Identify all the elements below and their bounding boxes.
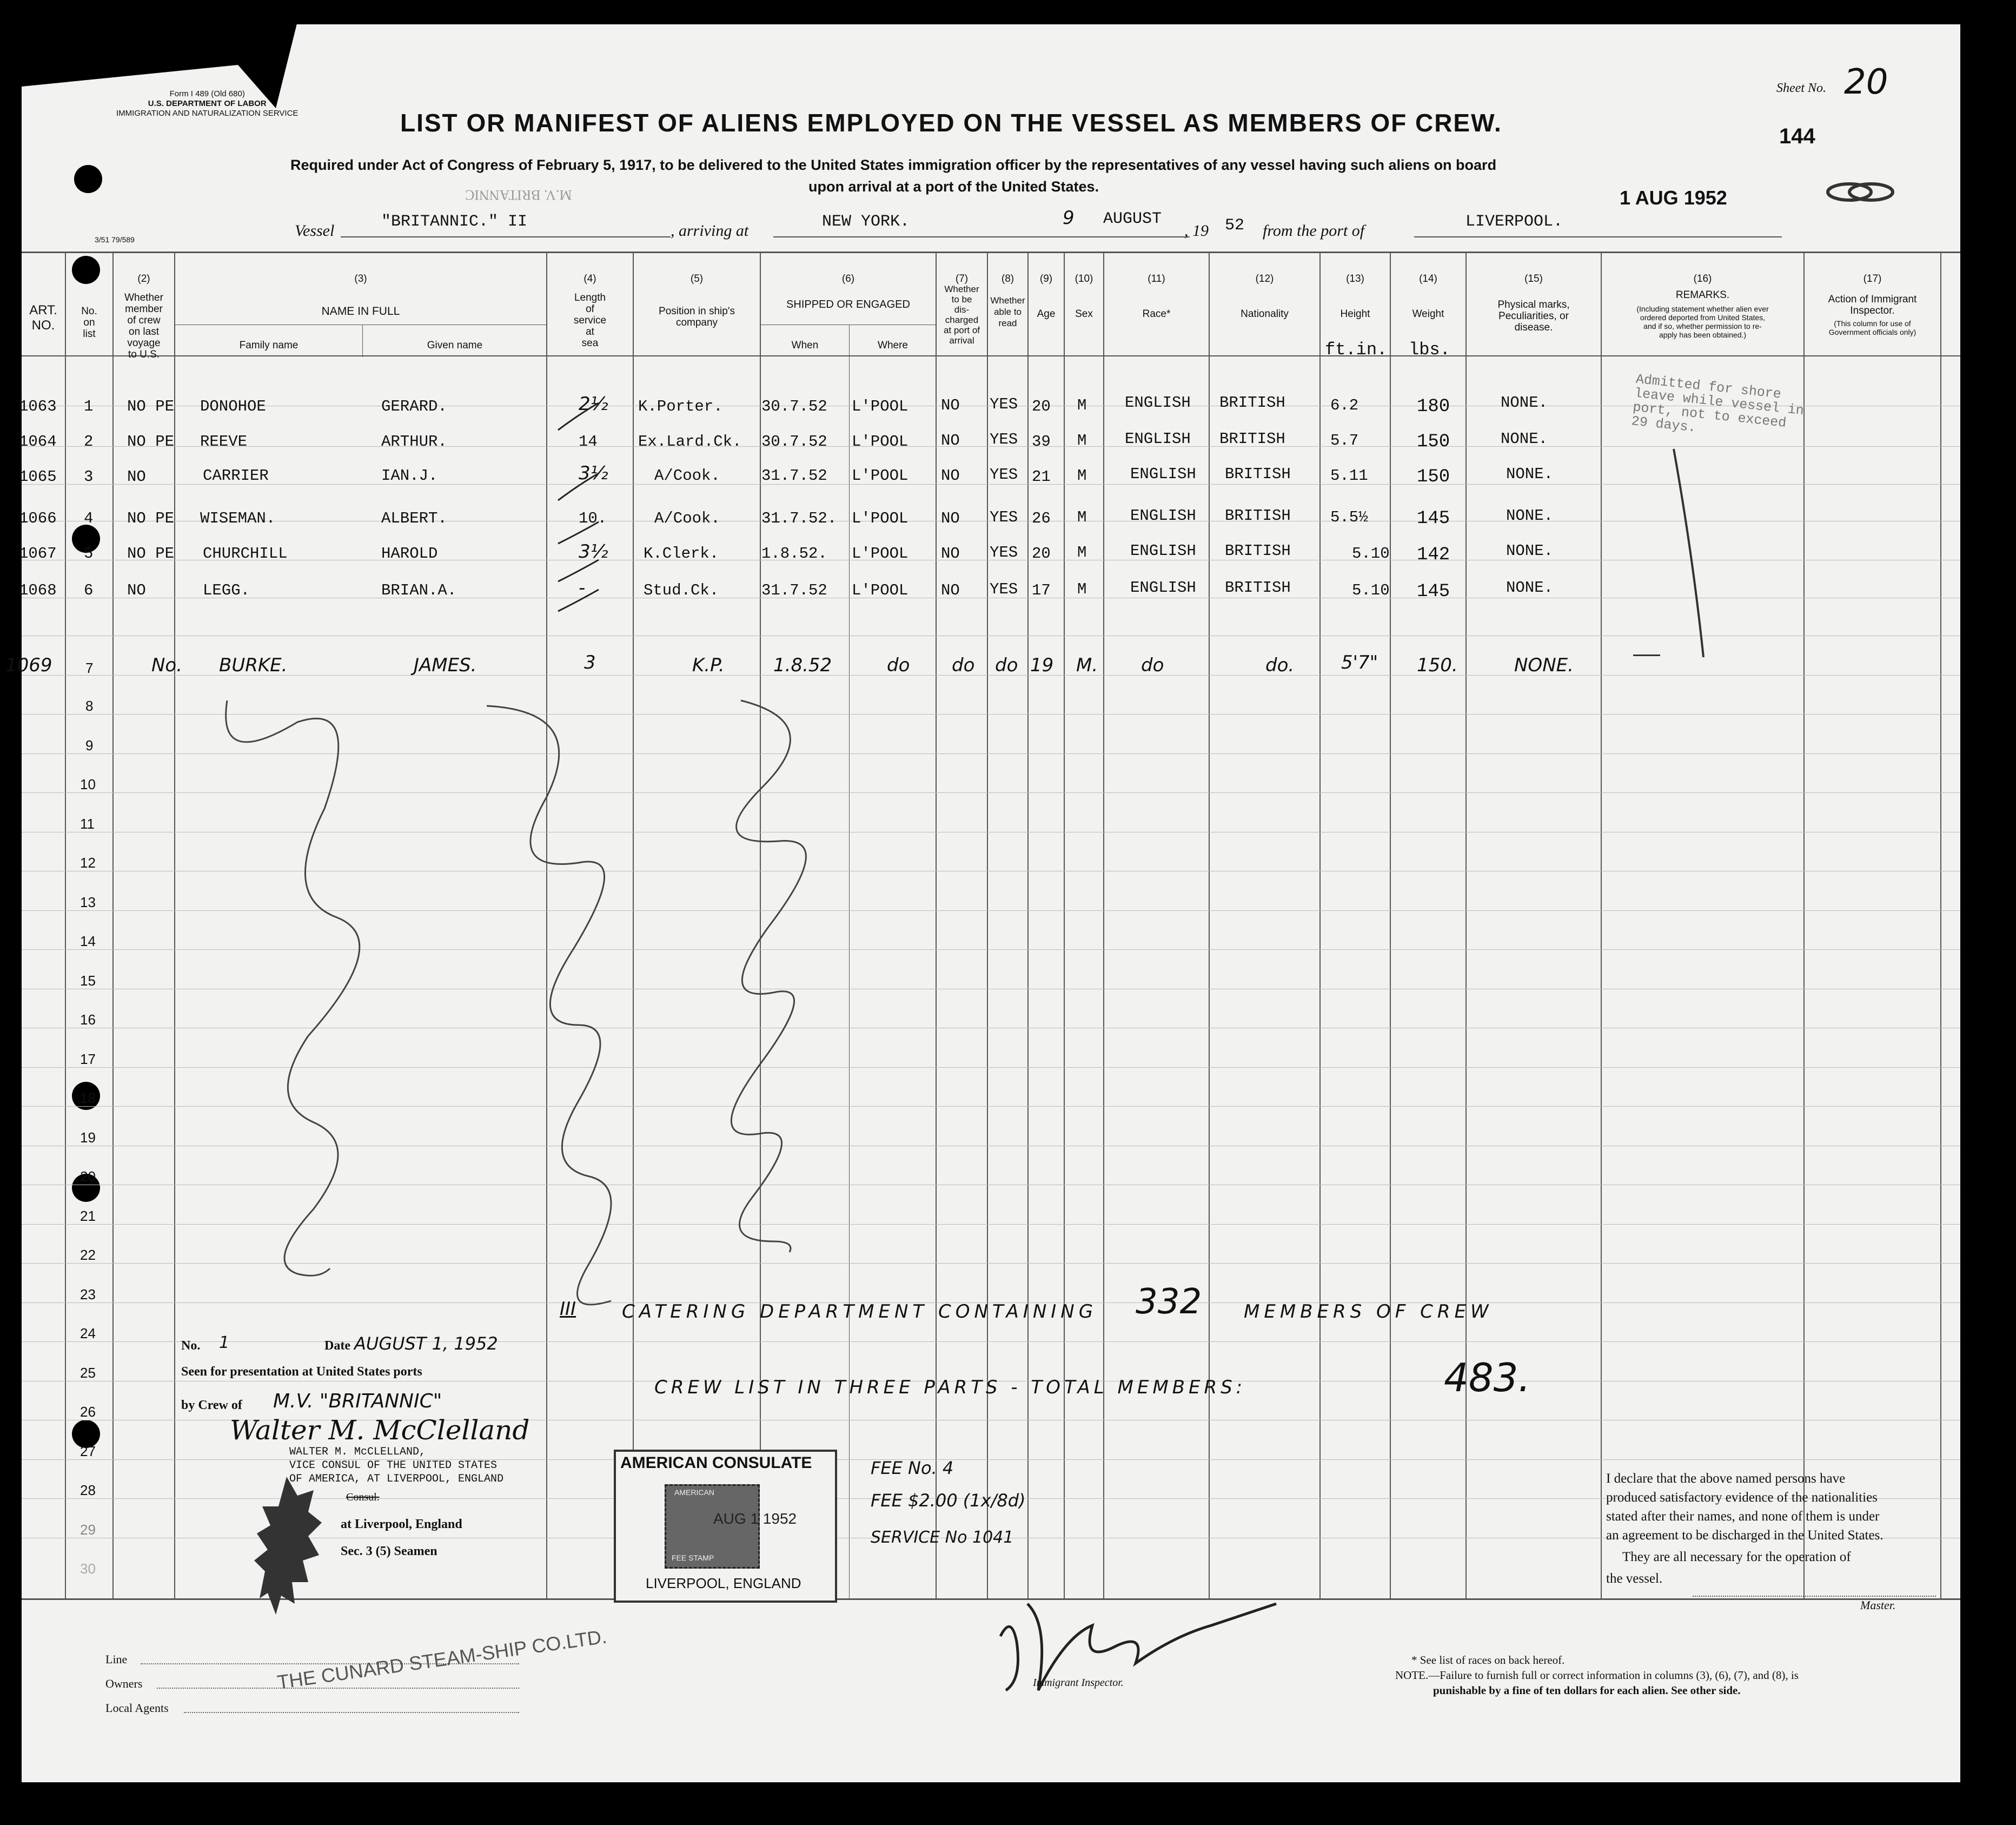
fee-stamp <box>614 1450 837 1603</box>
col-7-num: (7) <box>955 273 969 285</box>
shipped-where: do <box>887 654 910 676</box>
col-3-given: Given name <box>427 340 483 351</box>
given-name: ALBERT. <box>381 510 447 527</box>
col-art-no: ART. NO. <box>29 303 57 333</box>
line-number: 13 <box>80 894 96 910</box>
family-name: CHURCHILL <box>203 545 288 563</box>
able-to-read: YES <box>990 580 1018 598</box>
line-number: 9 <box>85 737 94 753</box>
col-13-num: (13) <box>1346 273 1364 285</box>
line-number: 24 <box>80 1325 96 1341</box>
nationality: BRITISH <box>1225 579 1291 597</box>
fee-amount: FEE $2.00 (1x/8d) <box>871 1490 1026 1511</box>
list-no: 7 <box>85 660 94 676</box>
col-9-num: (9) <box>1039 273 1053 285</box>
shipped-where: L'POOL <box>852 467 908 485</box>
col-6-header: SHIPPED OR ENGAGED <box>786 299 910 310</box>
col-13-unit: ft.in. <box>1325 340 1388 360</box>
line-number: 20 <box>80 1168 96 1185</box>
height: 5.5½ <box>1330 508 1368 526</box>
race: ENGLISH <box>1130 542 1196 560</box>
race: ENGLISH <box>1125 430 1191 448</box>
sex: M <box>1077 467 1087 485</box>
given-name: HAROLD <box>381 545 438 563</box>
catering-text: CATERING DEPARTMENT CONTAINING <box>622 1301 1098 1323</box>
declaration-line: stated after their names, and none of them is under <box>1606 1509 1880 1524</box>
line-number: 11 <box>80 816 95 832</box>
family-name: WISEMAN. <box>200 510 276 527</box>
arrival-port: NEW YORK. <box>822 213 910 231</box>
position: K.P. <box>692 654 725 676</box>
fee-stamp-date: AUG 1 1952 <box>713 1510 797 1527</box>
col-8-num: (8) <box>1001 273 1014 285</box>
fee-stamp-top-text: AMERICAN <box>674 1488 714 1497</box>
sheet-number: 20 <box>1844 62 1888 102</box>
line-number: 17 <box>80 1051 96 1067</box>
year-prefix: , 19 <box>1184 222 1209 240</box>
weight: 150 <box>1417 432 1450 452</box>
footer-note-2: punishable by a fine of ten dollars for each alien. See other side. <box>1433 1684 1741 1697</box>
col-17-header: Action of Immigrant Inspector. <box>1828 294 1917 316</box>
page-subtitle: Required under Act of Congress of February 5, 1917, to be delivered to the United States immigration officer by the representatives of any vessel having such aliens on board <box>290 157 1497 173</box>
catering-count: 332 <box>1136 1282 1202 1322</box>
list-no: 2 <box>84 433 94 451</box>
list-no: 1 <box>84 398 94 415</box>
declaration-line: an agreement to be discharged in the United States. <box>1606 1528 1884 1543</box>
weight: 150 <box>1417 467 1450 487</box>
service-name: IMMIGRATION AND NATURALIZATION SERVICE <box>116 109 299 118</box>
physical-marks: NONE. <box>1501 430 1548 448</box>
col-list-no: No. on list <box>81 306 97 340</box>
age: 20 <box>1032 398 1051 415</box>
arrival-month: AUGUST <box>1103 210 1162 228</box>
stamp-number: 144 <box>1779 124 1815 148</box>
line-number: 28 <box>80 1482 96 1498</box>
shipped-where: L'POOL <box>852 510 908 527</box>
sex: M <box>1077 508 1087 526</box>
declaration-line: produced satisfactory evidence of the nationalities <box>1606 1490 1878 1505</box>
previous-voyage: NO PE <box>127 510 175 527</box>
col-10-header: Sex <box>1075 308 1093 320</box>
position: K.Porter. <box>638 398 723 415</box>
art-no: 1068 <box>19 581 57 599</box>
consul-seen: Seen for presentation at United States ports <box>181 1365 422 1379</box>
weight: 145 <box>1417 508 1450 529</box>
nationality: BRITISH <box>1225 542 1291 560</box>
shipped-when: 1.8.52 <box>773 654 832 676</box>
line-number: 8 <box>85 698 94 714</box>
col-16-num: (16) <box>1693 273 1712 285</box>
consul-section: Sec. 3 (5) Seamen <box>341 1544 437 1558</box>
col-6-when: When <box>791 340 819 351</box>
line-number: 27 <box>80 1443 96 1459</box>
form-number: Form I 489 (Old 680) <box>169 89 245 98</box>
previous-voyage: NO PE <box>127 545 175 563</box>
discharge: NO <box>941 581 960 599</box>
shipped-where: L'POOL <box>852 433 908 451</box>
previous-voyage: NO <box>127 581 146 599</box>
list-no: 5 <box>84 545 94 563</box>
nationality: BRITISH <box>1219 394 1285 412</box>
line-number: 12 <box>80 855 96 871</box>
page-title: LIST OR MANIFEST OF ALIENS EMPLOYED ON THE VESSEL AS MEMBERS OF CREW. <box>400 109 1502 137</box>
race: ENGLISH <box>1130 465 1196 483</box>
line-number: 26 <box>80 1404 96 1420</box>
catering-text-2: MEMBERS OF CREW <box>1244 1301 1493 1323</box>
able-to-read: YES <box>990 466 1018 484</box>
shipped-when: 31.7.52 <box>761 581 827 599</box>
col-6-where: Where <box>878 340 908 351</box>
col-9-header: Age <box>1037 308 1056 320</box>
length-of-service: 3 <box>584 652 596 673</box>
given-name: JAMES. <box>414 654 477 676</box>
discharge: do <box>952 654 975 676</box>
sex: M <box>1077 432 1087 449</box>
line-number: 16 <box>80 1011 96 1028</box>
art-no: 1067 <box>19 545 57 563</box>
departure-port: LIVERPOOL. <box>1465 213 1563 231</box>
inspector-label: Immigrant Inspector. <box>1033 1677 1124 1689</box>
col-5-num: (5) <box>690 273 704 285</box>
col-14-unit: lbs. <box>1409 340 1450 360</box>
col-5-header: Position in ship's company <box>659 306 735 328</box>
height: 5.10 <box>1352 581 1390 599</box>
height: 5.10 <box>1352 545 1390 563</box>
line-number: 15 <box>80 973 96 989</box>
shipped-where: L'POOL <box>852 581 908 599</box>
nationality: BRITISH <box>1225 465 1291 483</box>
given-name: IAN.J. <box>381 467 438 485</box>
vessel-name: "BRITANNIC." II <box>381 213 528 231</box>
shipped-when: 1.8.52. <box>761 545 827 563</box>
shipped-when: 31.7.52 <box>761 467 827 485</box>
height: 6.2 <box>1330 396 1359 414</box>
weight: 150. <box>1417 654 1458 676</box>
line-number: 30 <box>80 1560 96 1577</box>
form-header <box>116 89 298 118</box>
family-name: BURKE. <box>219 654 288 676</box>
footer-agents-label: Local Agents <box>105 1701 169 1715</box>
catering-roman: III <box>560 1298 576 1320</box>
weight: 180 <box>1417 396 1450 417</box>
shipped-when: 30.7.52 <box>761 398 827 415</box>
col-3-header: NAME IN FULL <box>321 305 400 318</box>
discharge: NO <box>941 467 960 485</box>
consul-no-value: 1 <box>219 1333 230 1352</box>
given-name: BRIAN.A. <box>381 581 457 599</box>
cunard-stamp: THE CUNARD STEAM-SHIP CO.LTD. <box>276 1625 608 1694</box>
art-no: 1069 <box>5 654 52 676</box>
position: Stud.Ck. <box>644 581 719 599</box>
inspector-signature <box>984 1582 1287 1701</box>
received-date-stamp: 1 AUG 1952 <box>1620 187 1727 209</box>
sex: M <box>1077 580 1087 598</box>
consul-word: Consul. <box>346 1491 380 1503</box>
consul-date-label: Date <box>324 1339 350 1353</box>
col-6-num: (6) <box>841 273 855 285</box>
punch-hole <box>74 165 102 193</box>
col-12-header: Nationality <box>1241 308 1289 320</box>
length-of-service: - <box>579 577 586 599</box>
col-11-num: (11) <box>1148 273 1165 285</box>
nationality: BRITISH <box>1219 430 1285 448</box>
vessel-label: Vessel <box>295 222 335 240</box>
length-of-service: 14 <box>579 433 598 451</box>
col-10-num: (10) <box>1075 273 1093 285</box>
col-14-header: Weight <box>1412 308 1444 320</box>
race: ENGLISH <box>1125 394 1191 412</box>
fee-number: FEE No. 4 <box>871 1458 954 1478</box>
height: 5.7 <box>1330 432 1359 449</box>
consul-signature: Walter M. McClelland <box>230 1414 530 1446</box>
physical-marks: NONE. <box>1506 579 1554 597</box>
consul-vessel: M.V. "BRITANNIC" <box>273 1390 442 1412</box>
department-name: U.S. DEPARTMENT OF LABOR <box>148 99 267 108</box>
discharge: NO <box>941 545 960 563</box>
art-no: 1063 <box>19 398 57 415</box>
print-code: 3/51 79/589 <box>95 235 135 244</box>
list-no: 3 <box>84 468 94 486</box>
position: A/Cook. <box>654 510 720 527</box>
list-no: 6 <box>84 581 94 599</box>
family-name: CARRIER <box>203 467 269 485</box>
crew-total-text: CREW LIST IN THREE PARTS - TOTAL MEMBERS: <box>654 1377 1246 1398</box>
fee-stamp-label: FEE STAMP <box>672 1553 714 1562</box>
previous-voyage: NO <box>127 468 146 486</box>
col-17-note: (This column for use of Government officials only) <box>1828 319 1916 336</box>
line-number: 21 <box>80 1208 96 1224</box>
length-of-service: 3½ <box>579 541 608 563</box>
line-number: 29 <box>80 1522 96 1538</box>
col-7-header: Whether to be dis- charged at port of arrival <box>943 284 980 346</box>
line-number: 23 <box>80 1286 96 1302</box>
vessel-note: M.V. BRITANNIC <box>465 187 572 203</box>
consul-name: WALTER M. McCLELLAND, <box>289 1446 426 1458</box>
shipped-when: 31.7.52. <box>761 510 837 527</box>
punch-hole <box>72 256 100 284</box>
cancel-squiggles <box>200 690 849 1366</box>
family-name: LEGG. <box>203 581 250 599</box>
height: 5.11 <box>1330 467 1368 485</box>
sex: M <box>1077 396 1087 414</box>
discharge: NO <box>941 396 960 414</box>
previous-voyage: NO PE <box>127 433 175 451</box>
physical-marks: NONE. <box>1506 542 1554 560</box>
able-to-read: YES <box>990 395 1018 413</box>
given-name: GERARD. <box>381 398 447 415</box>
declaration-line: I declare that the above named persons have <box>1606 1471 1846 1486</box>
consul-no-label: No. <box>181 1339 201 1353</box>
arrival-year: 52 <box>1225 216 1245 235</box>
nationality: BRITISH <box>1225 507 1291 525</box>
col-2-num: (2) <box>137 273 150 285</box>
col-8-header: Whether able to read <box>990 295 1025 328</box>
line-number: 25 <box>80 1365 96 1381</box>
age: 20 <box>1032 545 1051 563</box>
age: 39 <box>1032 433 1051 451</box>
consul-by-crew: by Crew of <box>181 1398 242 1412</box>
able-to-read: YES <box>990 431 1018 448</box>
race: ENGLISH <box>1130 579 1196 597</box>
age: 21 <box>1032 468 1051 486</box>
col-17-num: (17) <box>1863 273 1882 285</box>
line-number: 18 <box>80 1090 96 1106</box>
declaration-line: the vessel. <box>1606 1571 1663 1586</box>
physical-marks: NONE. <box>1514 654 1574 676</box>
crew-total-count: 483. <box>1444 1355 1531 1400</box>
consul-title-1: VICE CONSUL OF THE UNITED STATES <box>289 1459 498 1472</box>
footer-owners-label: Owners <box>105 1677 143 1690</box>
col-14-num: (14) <box>1419 273 1437 285</box>
clip-mark <box>1825 178 1895 206</box>
footer-line-label: Line <box>105 1652 128 1666</box>
col-13-header: Height <box>1340 308 1370 320</box>
sex: M. <box>1076 654 1098 676</box>
consul-seal <box>254 1474 324 1636</box>
weight: 142 <box>1417 545 1450 565</box>
art-no: 1064 <box>19 433 57 451</box>
previous-voyage: NO PE <box>127 398 175 415</box>
col-4-header: Length of service at sea <box>573 292 607 349</box>
able-to-read: YES <box>990 544 1018 561</box>
art-no: 1066 <box>19 510 57 527</box>
length-of-service: 3½ <box>579 462 608 484</box>
shipped-where: L'POOL <box>852 398 908 415</box>
position: K.Clerk. <box>644 545 719 563</box>
manifest-page <box>5 24 1960 1782</box>
line-number: 19 <box>80 1129 96 1146</box>
family-name: DONOHOE <box>200 398 266 415</box>
physical-marks: NONE. <box>1506 507 1554 525</box>
sex: M <box>1077 544 1087 561</box>
discharge: NO <box>941 510 960 527</box>
weight: 145 <box>1417 581 1450 602</box>
declaration-line: They are all necessary for the operation of <box>1622 1550 1851 1564</box>
race: do <box>1141 654 1164 676</box>
col-12-num: (12) <box>1255 273 1274 285</box>
col-16-note: (Including statement whether alien ever ordered deported from United States, and if so, whether permission to re- apply has been obtained.) <box>1636 305 1769 339</box>
line-number: 10 <box>80 776 96 792</box>
col-4-num: (4) <box>583 273 596 285</box>
physical-marks: NONE. <box>1506 465 1554 483</box>
col-15-num: (15) <box>1524 273 1543 285</box>
discharge: NO <box>941 432 960 449</box>
position: Ex.Lard.Ck. <box>638 433 742 451</box>
able-to-read: do <box>995 654 1018 676</box>
consul-date: AUGUST 1, 1952 <box>354 1333 498 1354</box>
remarks-line <box>1671 446 1720 663</box>
age: 17 <box>1032 581 1051 599</box>
able-to-read: YES <box>990 508 1018 526</box>
given-name: ARTHUR. <box>381 433 447 451</box>
age: 19 <box>1030 654 1054 676</box>
age: 26 <box>1032 510 1051 527</box>
race: ENGLISH <box>1130 507 1196 525</box>
nationality: do. <box>1265 654 1295 676</box>
page-subtitle-2: upon arrival at a port of the United States. <box>808 178 1099 195</box>
shipped-where: L'POOL <box>852 545 908 563</box>
list-no: 4 <box>84 510 94 527</box>
fee-service-number: SERVICE No 1041 <box>871 1528 1014 1547</box>
races-note: * See list of races on back hereof. <box>1411 1654 1565 1667</box>
footer-note: NOTE.—Failure to furnish full or correct information in columns (3), (6), (7), and (8), is <box>1395 1669 1799 1682</box>
arrival-day: 9 <box>1063 207 1075 229</box>
shipped-when: 30.7.52 <box>761 433 827 451</box>
consul-title-2: OF AMERICA, AT LIVERPOOL, ENGLAND <box>289 1473 504 1485</box>
remarks-stamp: Admitted for shore leave while vessel in port, not to exceed 29 days. <box>1630 371 1805 436</box>
sheet-label: Sheet No. <box>1776 81 1826 95</box>
line-number: 14 <box>80 933 96 949</box>
line-number: 22 <box>80 1247 96 1263</box>
position: A/Cook. <box>654 467 720 485</box>
consul-place: at Liverpool, England <box>341 1517 462 1531</box>
from-port-label: from the port of <box>1263 222 1365 240</box>
physical-marks: NONE. <box>1501 394 1548 412</box>
family-name: REEVE <box>200 433 248 451</box>
arriving-label: , arriving at <box>671 222 749 240</box>
check-marks <box>547 398 633 614</box>
previous-voyage: No. <box>151 654 183 676</box>
col-15-header: Physical marks, Peculiarities, or disease. <box>1497 299 1570 333</box>
col-11-header: Race* <box>1142 308 1171 320</box>
col-16-header: REMARKS. <box>1675 289 1730 301</box>
col-3-family: Family name <box>239 340 299 351</box>
fee-stamp-title: AMERICAN CONSULATE <box>620 1454 812 1472</box>
height: 5'7" <box>1341 652 1378 673</box>
length-of-service: 10. <box>579 510 607 527</box>
col-2-header: Whether member of crew on last voyage to U.S. <box>124 292 163 360</box>
length-of-service: 2½ <box>579 393 608 415</box>
col-3-num: (3) <box>354 273 367 285</box>
master-label: Master. <box>1860 1598 1896 1612</box>
fee-stamp-city: LIVERPOOL, ENGLAND <box>646 1575 801 1591</box>
art-no: 1065 <box>19 468 57 486</box>
